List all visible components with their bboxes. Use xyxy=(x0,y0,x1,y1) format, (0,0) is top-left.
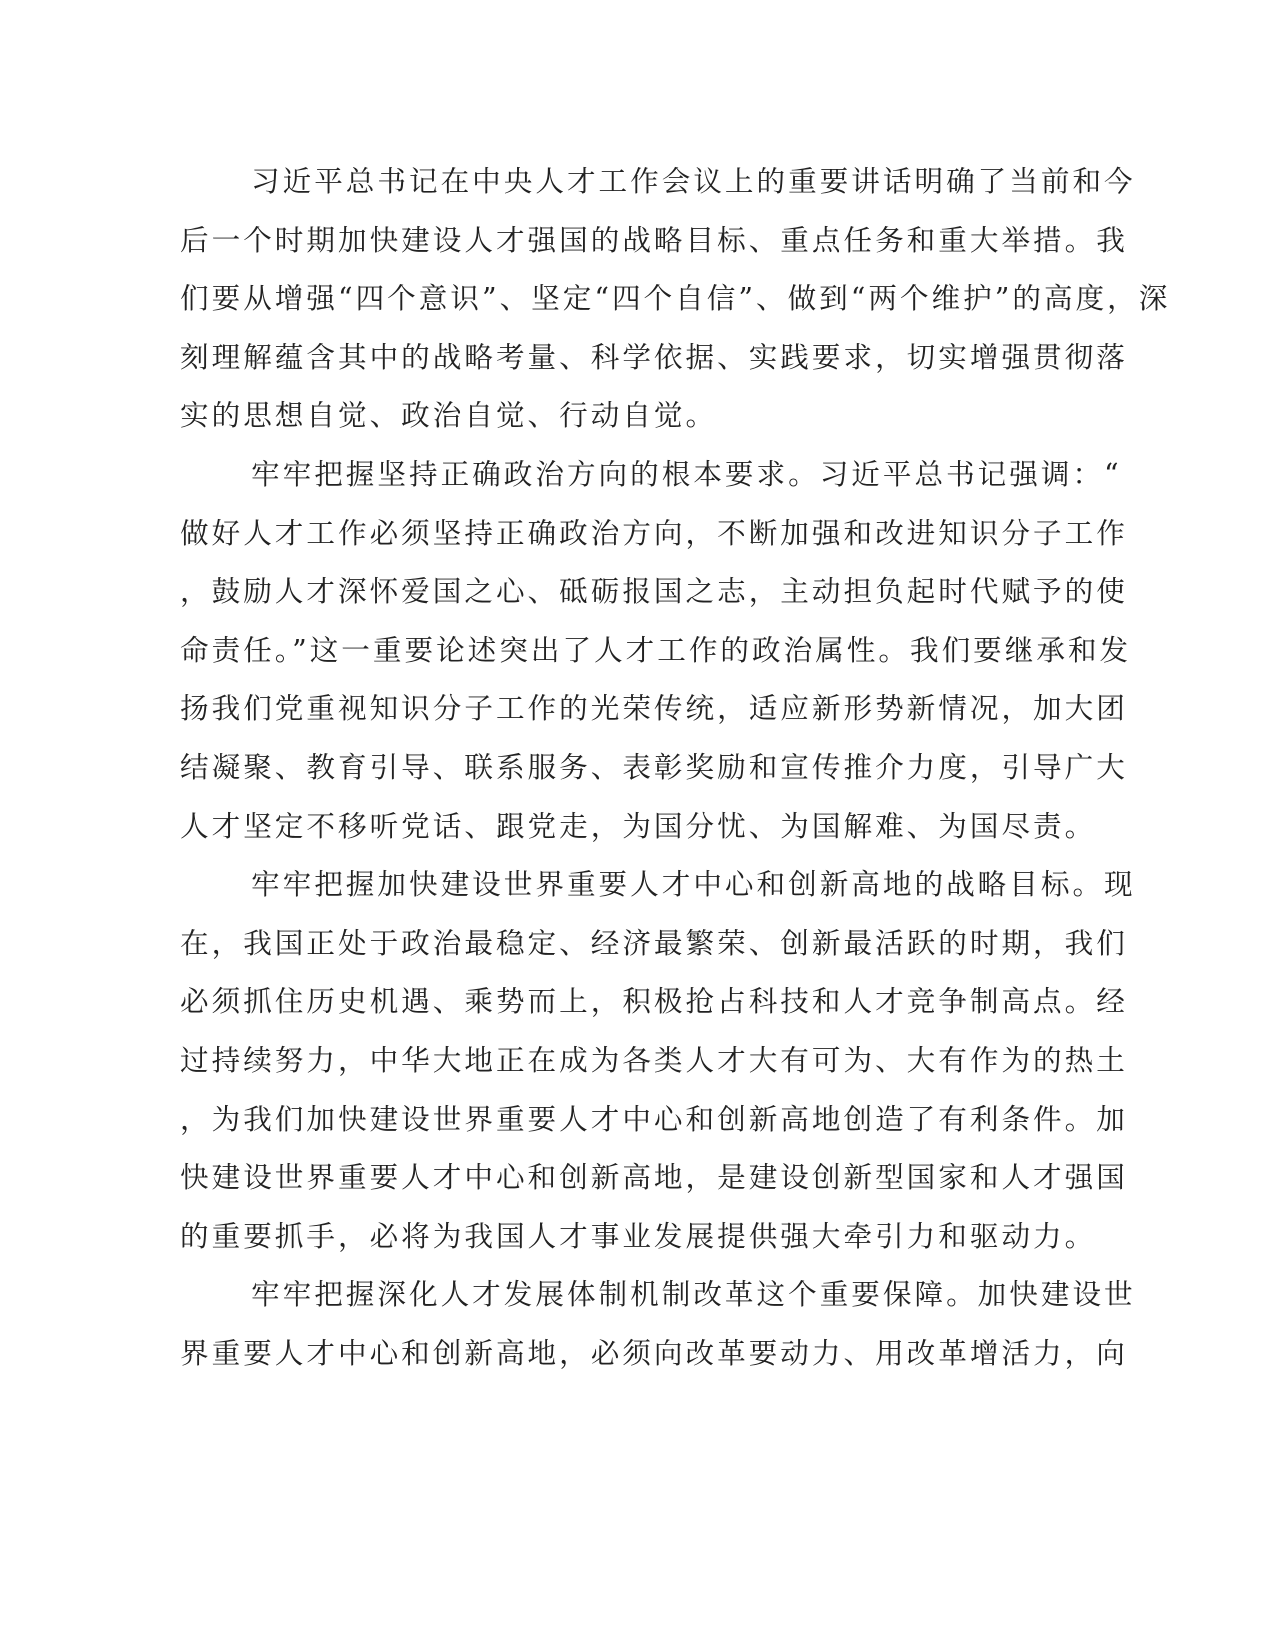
paragraph-line: 的重要抓手，必将为我国人才事业发展提供强大牵引力和驱动力。 xyxy=(180,1218,1097,1253)
paragraph-4 xyxy=(180,1265,1136,1382)
paragraph-line: 后一个时期加快建设人才强国的战略目标、重点任务和重大举措。我 xyxy=(180,222,1128,257)
paragraph-line: 界重要人才中心和创新高地，必须向改革要动力、用改革增活力，向 xyxy=(180,1335,1128,1370)
paragraph-line: 过持续努力，中华大地正在成为各类人才大有可为、大有作为的热土 xyxy=(180,1042,1128,1077)
paragraph-line: 牢牢把握深化人才发展体制机制改革这个重要保障。加快建设世 xyxy=(251,1277,1136,1312)
paragraph-3 xyxy=(180,855,1136,1265)
paragraph-line: 命责任。”这一重要论述突出了人才工作的政治属性。我们要继承和发 xyxy=(180,632,1132,667)
paragraph-line: ，鼓励人才深怀爱国之心、砥砺报国之志，主动担负起时代赋予的使 xyxy=(180,574,1128,609)
paragraph-line: 们要从增强“四个意识”、坚定“四个自信”、做到“两个维护”的高度，深 xyxy=(180,281,1171,316)
paragraph-line: 习近平总书记在中央人才工作会议上的重要讲话明确了当前和今 xyxy=(251,164,1136,198)
paragraph-line: 必须抓住历史机遇、乘势而上，积极抢占科技和人才竞争制高点。经 xyxy=(180,984,1128,1019)
paragraph-2 xyxy=(180,445,1132,855)
document-body xyxy=(180,152,1171,1382)
paragraph-line: 在，我国正处于政治最稳定、经济最繁荣、创新最活跃的时期，我们 xyxy=(180,925,1128,960)
paragraph-line: 牢牢把握坚持正确政治方向的根本要求。习近平总书记强调：“ xyxy=(251,456,1122,491)
paragraph-line: ，为我们加快建设世界重要人才中心和创新高地创造了有利条件。加 xyxy=(180,1101,1128,1136)
paragraph-line: 人才坚定不移听党话、跟党走，为国分忧、为国解难、为国尽责。 xyxy=(180,808,1097,843)
paragraph-line: 刻理解蕴含其中的战略考量、科学依据、实践要求，切实增强贯彻落 xyxy=(180,339,1128,374)
paragraph-line: 扬我们党重视知识分子工作的光荣传统，适应新形势新情况，加大团 xyxy=(180,691,1128,726)
paragraph-line: 快建设世界重要人才中心和创新高地，是建设创新型国家和人才强国 xyxy=(180,1160,1128,1195)
paragraph-1 xyxy=(180,152,1171,445)
paragraph-line: 做好人才工作必须坚持正确政治方向，不断加强和改进知识分子工作 xyxy=(180,515,1128,550)
paragraph-line: 实的思想自觉、政治自觉、行动自觉。 xyxy=(180,398,718,433)
paragraph-line: 结凝聚、教育引导、联系服务、表彰奖励和宣传推介力度，引导广大 xyxy=(180,749,1128,784)
paragraph-line: 牢牢把握加快建设世界重要人才中心和创新高地的战略目标。现 xyxy=(251,867,1136,902)
